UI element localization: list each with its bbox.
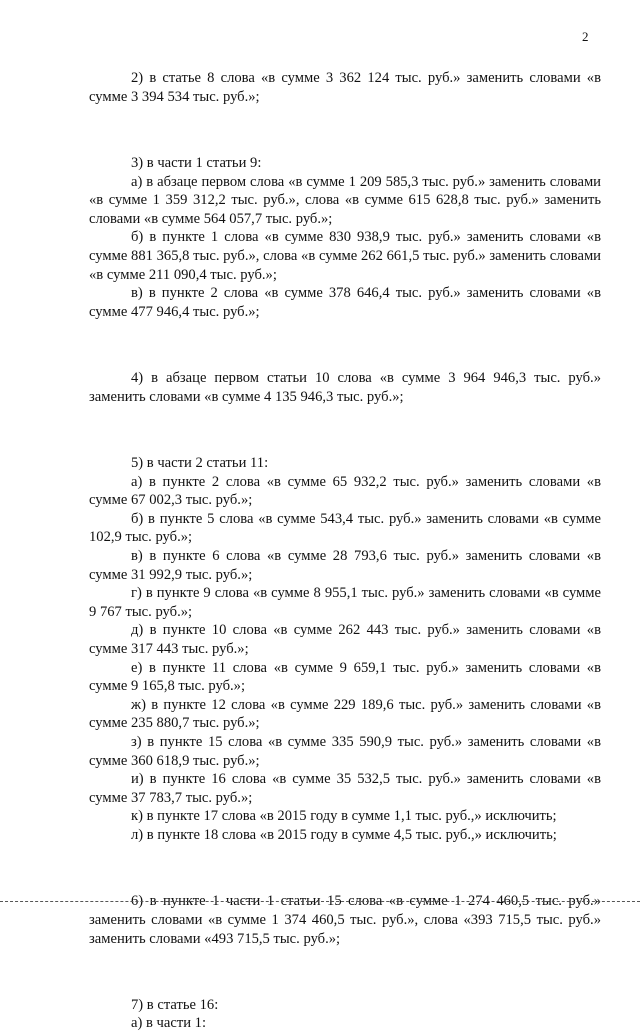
- paragraph: г) в пункте 9 слова «в сумме 8 955,1 тыс. руб.» заменить словами «в сумме 9 767 тыс. руб.»;: [89, 585, 601, 620]
- paragraph: в) в пункте 6 слова «в сумме 28 793,6 тыс. руб.» заменить словами «в сумме 31 992,9 тыс. руб.»;: [89, 548, 601, 583]
- paragraph-spacer: [89, 963, 601, 982]
- paragraph: 4) в абзаце первом статьи 10 слова «в сумме 3 964 946,3 тыс. руб.» заменить словами «в сумме 4 135 946,3 тыс. руб.»;: [89, 370, 601, 405]
- paragraph: 2) в статье 8 слова «в сумме 3 362 124 тыс. руб.» заменить словами «в сумме 3 394 534 тыс. руб.»;: [89, 70, 601, 105]
- paragraph: ж) в пункте 12 слова «в сумме 229 189,6 тыс. руб.» заменить словами «в сумме 235 880,7 тыс. руб.»;: [89, 696, 601, 732]
- paragraph: 3) в части 1 статьи 9:: [131, 154, 262, 171]
- paragraph: д) в пункте 10 слова «в сумме 262 443 тыс. руб.» заменить словами «в сумме 317 443 тыс. руб.»;: [89, 622, 601, 657]
- paragraph: б) в пункте 5 слова «в сумме 543,4 тыс. руб.» заменить словами «в сумме 102,9 тыс. руб.»;: [89, 510, 601, 546]
- paragraph-spacer: [89, 336, 601, 355]
- page-number: 2: [582, 29, 589, 44]
- paragraph: а) в абзаце первом слова «в сумме 1 209 585,3 тыс. руб.» заменить словами «в сумме 1 359 312,2 тыс. руб.», слова «в сумме 615 628,8 тыс. руб.» заменить словами «в сумме 564 057,7 тыс. руб.»;: [89, 173, 601, 227]
- page-bottom-edge: [0, 901, 640, 903]
- document-body: [89, 69, 601, 1033]
- paragraph: 6) в пункте 1 части 1 статьи 15 слова «в сумме 1 274 460,5 тыс. руб.» заменить словами «в сумме 1 374 460,5 тыс. руб.», слова «393 715,5 тыс. руб.» заменить словами «493 715,5 тыс. руб.»;: [89, 893, 601, 947]
- paragraph: 5) в части 2 статьи 11:: [131, 455, 269, 472]
- paragraph: и) в пункте 16 слова «в сумме 35 532,5 тыс. руб.» заменить словами «в сумме 37 783,7 тыс. руб.»;: [89, 771, 601, 806]
- paragraph: а) в части 1:: [131, 1015, 207, 1032]
- paragraph: л) в пункте 18 слова «в 2015 году в сумме 4,5 тыс. руб.,» исключить;: [131, 826, 557, 843]
- paragraph: б) в пункте 1 слова «в сумме 830 938,9 тыс. руб.» заменить словами «в сумме 881 365,8 тыс. руб.», слова «в сумме 262 661,5 тыс. руб.» заменить словами «в сумме 211 090,4 тыс. руб.»;: [89, 229, 601, 283]
- paragraph: 7) в статье 16:: [131, 996, 219, 1013]
- paragraph-spacer: [89, 859, 601, 878]
- paragraph: а) в пункте 2 слова «в сумме 65 932,2 тыс. руб.» заменить словами «в сумме 67 002,3 тыс. руб.»;: [89, 473, 601, 509]
- paragraph-spacer: [89, 421, 601, 440]
- paragraph: е) в пункте 11 слова «в сумме 9 659,1 тыс. руб.» заменить словами «в сумме 9 165,8 тыс. руб.»;: [89, 659, 601, 695]
- paragraph: к) в пункте 17 слова «в 2015 году в сумме 1,1 тыс. руб.,» исключить;: [131, 808, 557, 825]
- paragraph: з) в пункте 15 слова «в сумме 335 590,9 тыс. руб.» заменить словами «в сумме 360 618,9 тыс. руб.»;: [89, 733, 601, 769]
- paragraph-spacer: [89, 121, 601, 140]
- paragraph: в) в пункте 2 слова «в сумме 378 646,4 тыс. руб.» заменить словами «в сумме 477 946,4 тыс. руб.»;: [89, 285, 601, 320]
